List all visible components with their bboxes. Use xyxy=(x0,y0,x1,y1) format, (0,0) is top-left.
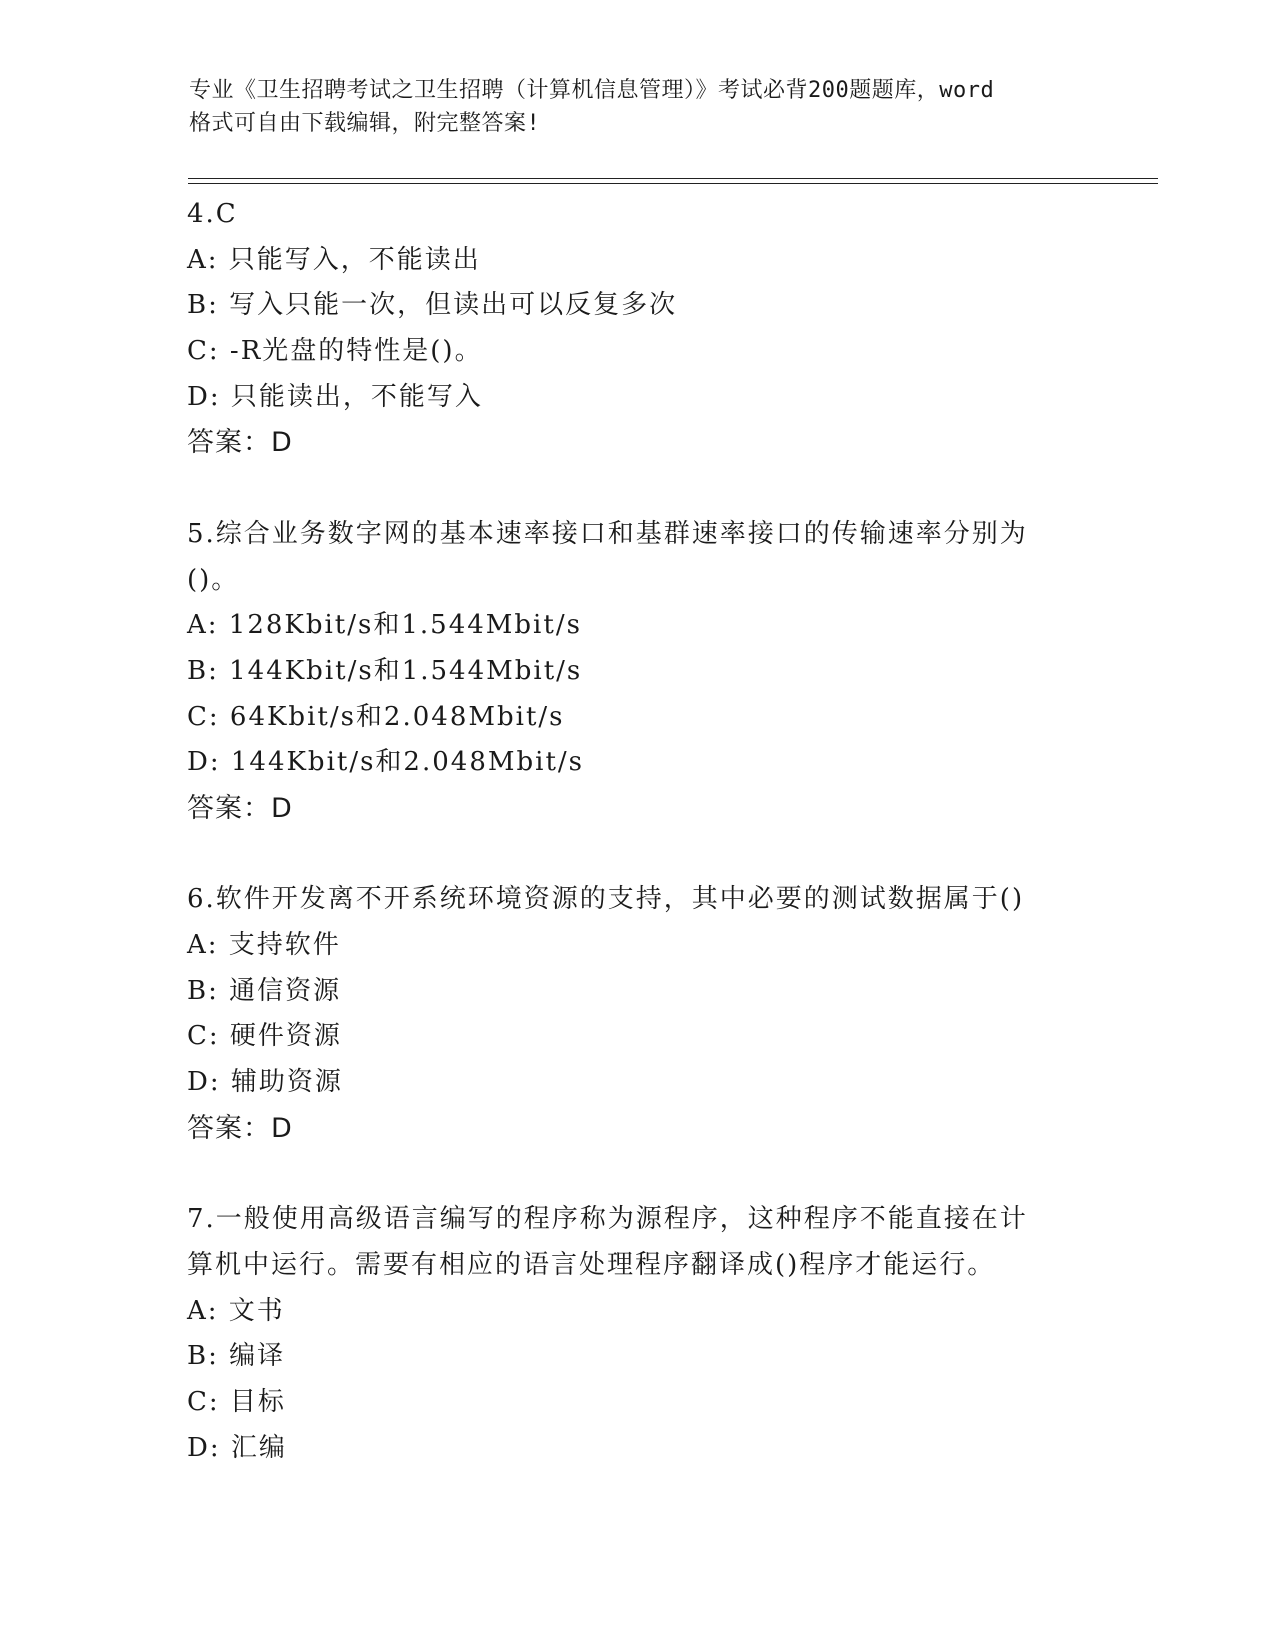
option-b: B: 编译 xyxy=(187,1341,286,1372)
document-header xyxy=(189,74,1089,140)
option-d: D: 144Kbit/s和2.048Mbit/s xyxy=(187,747,584,778)
question-text: 4.C xyxy=(187,199,238,229)
option-a: A: 文书 xyxy=(187,1295,285,1326)
header-rule-top xyxy=(188,178,1158,179)
answer: 答案：D xyxy=(187,427,293,459)
header-rule-bottom xyxy=(188,183,1158,184)
question-text: 5.综合业务数字网的基本速率接口和基群速率接口的传输速率分别为 xyxy=(187,518,1028,549)
question-5 xyxy=(187,512,1087,832)
option-a: A: 128Kbit/s和1.544Mbit/s xyxy=(187,610,582,641)
question-list xyxy=(187,192,1087,1471)
header-line-2: 格式可自由下载编辑，附完整答案! xyxy=(189,111,541,136)
option-b: B: 通信资源 xyxy=(187,975,342,1006)
option-c: C: -R光盘的特性是()。 xyxy=(187,336,483,367)
question-text: 7.一般使用高级语言编写的程序称为源程序，这种程序不能直接在计 xyxy=(187,1204,1028,1235)
question-text-continued: ()。 xyxy=(187,564,240,595)
question-text-continued: 算机中运行。需要有相应的语言处理程序翻译成()程序才能运行。 xyxy=(187,1249,996,1280)
question-6 xyxy=(187,877,1087,1151)
option-c: C: 64Kbit/s和2.048Mbit/s xyxy=(187,701,565,732)
option-b: B: 写入只能一次，但读出可以反复多次 xyxy=(187,290,678,321)
option-d: D: 辅助资源 xyxy=(187,1067,343,1098)
answer: 答案：D xyxy=(187,1112,293,1144)
answer: 答案：D xyxy=(187,792,293,824)
option-c: C: 硬件资源 xyxy=(187,1021,342,1052)
question-7 xyxy=(187,1197,1087,1471)
spacer xyxy=(187,466,1087,512)
question-text: 6.软件开发离不开系统环境资源的支持，其中必要的测试数据属于() xyxy=(187,884,1025,915)
option-a: A: 只能写入，不能读出 xyxy=(187,244,481,275)
spacer xyxy=(187,832,1087,878)
option-b: B: 144Kbit/s和1.544Mbit/s xyxy=(187,655,583,686)
option-d: D: 汇编 xyxy=(187,1432,287,1463)
header-line-1: 专业《卫生招聘考试之卫生招聘（计算机信息管理）》考试必背200题题库，word xyxy=(189,78,995,103)
option-d: D: 只能读出，不能写入 xyxy=(187,381,483,412)
option-a: A: 支持软件 xyxy=(187,930,341,960)
option-c: C: 目标 xyxy=(187,1386,286,1417)
question-4 xyxy=(187,192,1087,466)
spacer xyxy=(187,1151,1087,1197)
